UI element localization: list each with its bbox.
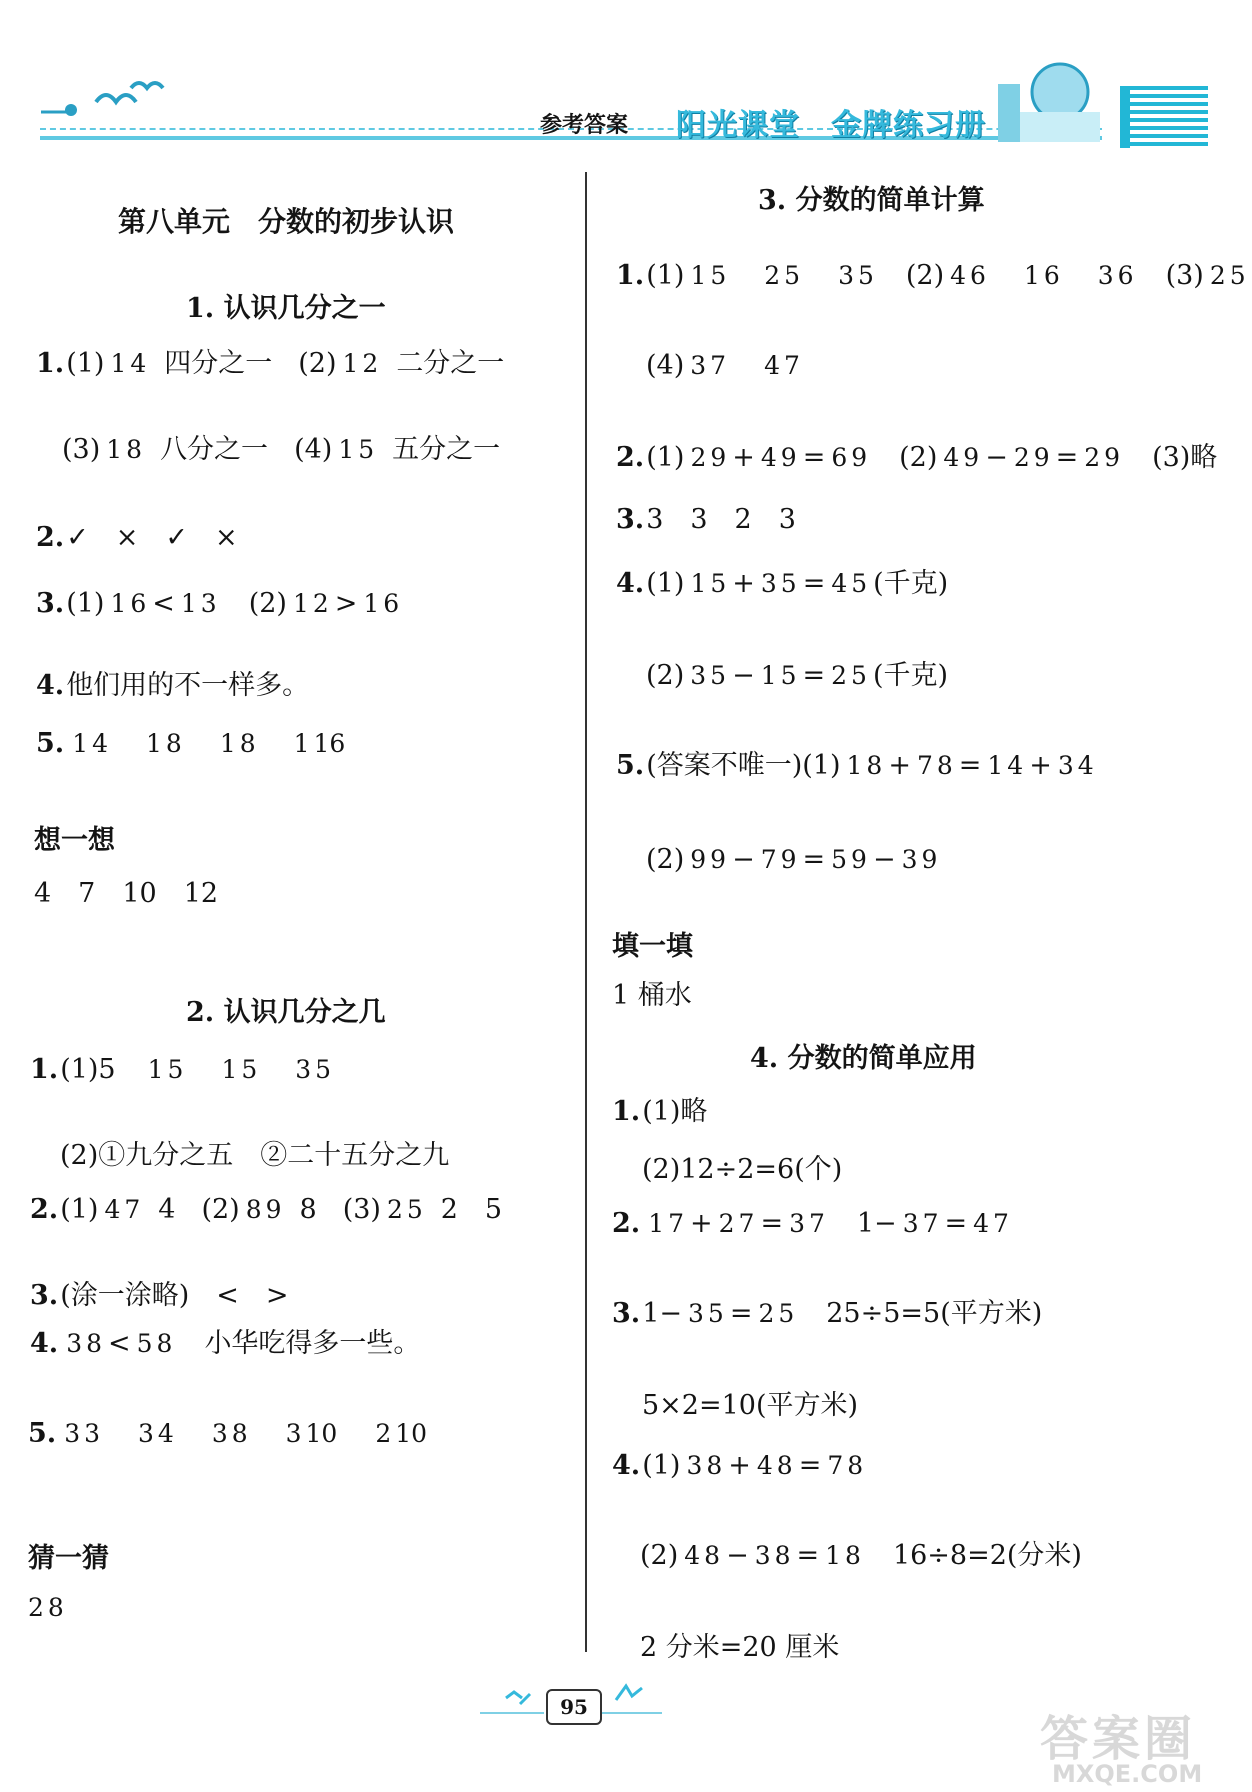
left-r1: 1. (1)5 1 5 1 5 3 5 (30, 1054, 332, 1085)
right-a4c: 2 分米=20 厘米 (640, 1632, 840, 1663)
column-divider (585, 172, 587, 1652)
section-4-title: 4. 分数的简单应用 (750, 1043, 977, 1074)
right-c5a: 5. (答案不唯一)(1) 1 8 + 7 8 = 1 4 + 3 4 (616, 750, 1094, 781)
right-a3: 3. 1− 3 5 = 2 5 25÷5=5(平方米) (612, 1298, 1043, 1329)
page-number: 95 (546, 1689, 602, 1725)
section-2-title: 2. 认识几分之几 (186, 997, 386, 1028)
right-a2: 2. 1 7 + 2 7 = 3 7 1− 3 7 = 4 7 (612, 1208, 1009, 1239)
star-decoration-icon (500, 1684, 540, 1710)
left-q2: 2. ✓ × ✓ × (36, 522, 238, 553)
watermark-url: MXQE.COM (1052, 1760, 1203, 1788)
right-c2: 2. (1) 2 9 + 4 9 = 6 9 (2) 4 9 − 2 9 = 2 9 (3)略 (616, 442, 1218, 473)
right-a3b: 5×2=10(平方米) (642, 1390, 859, 1421)
left-r1b: (2)①九分之五 ②二十五分之九 (60, 1140, 450, 1171)
watermark-logo: 答案圈 (1040, 1711, 1197, 1767)
header-label: 参考答案 (540, 112, 629, 138)
left-q3: 3. (1) 1 6 < 1 3 (2) 1 2 > 1 6 (36, 588, 400, 619)
header-stripes (1120, 86, 1208, 148)
section-1-title: 1. 认识几分之一 (186, 293, 386, 324)
right-c4b: (2) 3 5 − 1 5 = 2 5 (千克) (646, 660, 949, 691)
globe-figure-icon (990, 50, 1110, 146)
right-c5b: (2) 9 9 − 7 9 = 5 9 − 3 9 (646, 844, 938, 875)
left-q1-row1: 1. (1) 1 4 四分之一 (2) 1 2 二分之一 (36, 348, 505, 379)
left-q5: 5. 1 4 1 8 1 8 1 16 (36, 728, 346, 759)
birds-decoration-icon (36, 72, 166, 132)
right-c1b: (4) 3 7 4 7 (646, 350, 800, 381)
left-r3: 3. (涂一涂略) < > (30, 1280, 289, 1311)
right-c4a: 4. (1) 1 5 + 3 5 = 4 5 (千克) (616, 568, 949, 599)
left-r4: 4. 3 8 < 5 8 小华吃得多一些。 (30, 1328, 421, 1359)
left-r2: 2. (1) 4 7 4 (2) 8 9 8 (3) 2 5 2 5 (30, 1194, 503, 1225)
fill-title: 填一填 (612, 931, 693, 962)
right-a4: 4. (1) 3 8 + 4 8 = 7 8 (612, 1450, 864, 1481)
left-r5: 5. 3 3 3 4 3 8 3 10 2 10 (28, 1418, 428, 1449)
right-c3: 3. 3 3 2 3 (616, 504, 796, 535)
pinwheel-decoration-icon (606, 1680, 656, 1710)
page-line-left (480, 1712, 544, 1714)
think-answer: 4 7 10 12 (34, 878, 219, 909)
fill-answer: 1 桶水 (612, 980, 692, 1011)
right-a1b: (2)12÷2=6(个) (642, 1154, 843, 1185)
section-3-title: 3. 分数的简单计算 (758, 185, 985, 216)
page-line-right (602, 1712, 662, 1714)
guess-answer: 2 8 (28, 1593, 64, 1622)
guess-title: 猜一猜 (28, 1543, 109, 1574)
left-q1-row2: (3) 1 8 八分之一 (4) 1 5 五分之一 (62, 434, 501, 465)
right-a1: 1. (1)略 (612, 1096, 708, 1127)
right-a4b: (2) 4 8 − 3 8 = 1 8 16÷8=2(分米) (640, 1540, 1082, 1571)
think-title: 想一想 (34, 825, 115, 856)
header-brand: 阳光课堂 金牌练习册 (676, 108, 986, 143)
right-c1: 1. (1) 1 5 2 5 3 5 (2) 4 6 1 6 3 6 (3) 2 5 (616, 260, 1246, 291)
left-q4: 4. 他们用的不一样多。 (36, 670, 310, 701)
unit-title: 第八单元 分数的初步认识 (118, 205, 455, 238)
